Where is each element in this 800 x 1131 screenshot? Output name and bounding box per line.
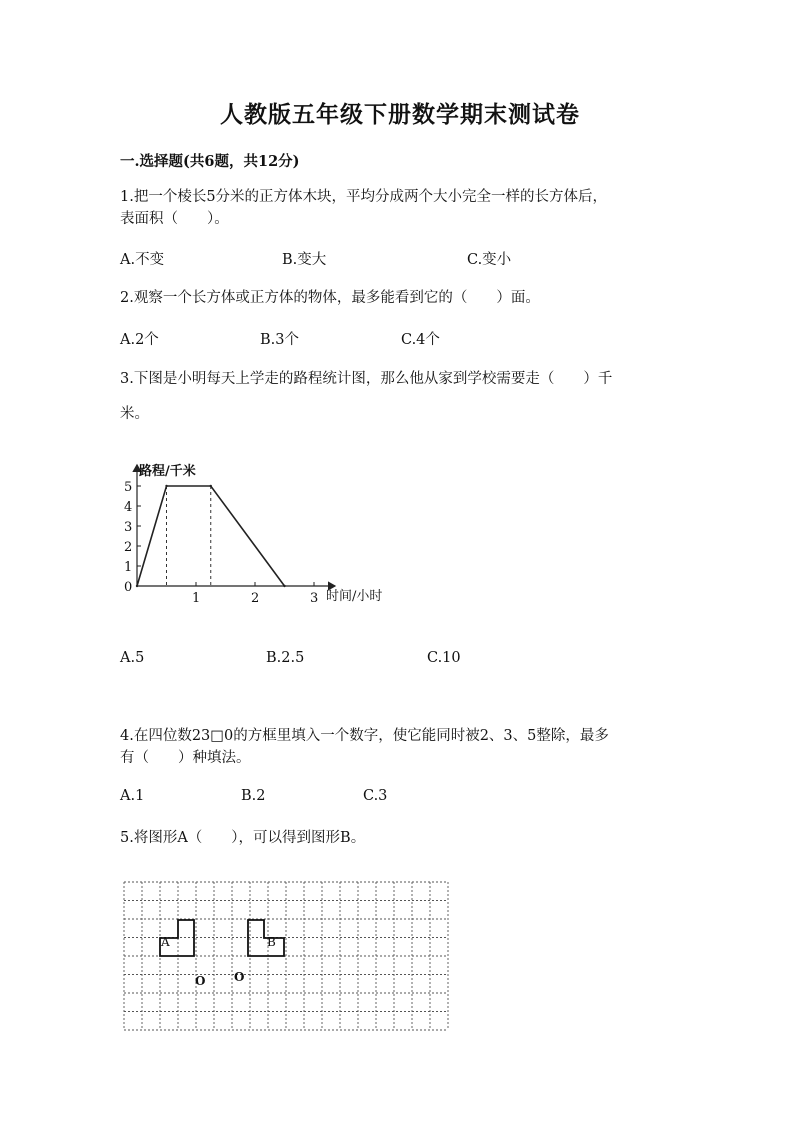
section-heading: 一.选择题(共6题，共12分) [120,153,300,170]
question-1-line-2: 表面积（ ）。 [120,211,229,227]
question-4-option-a: A.1 [120,788,145,804]
shape-b-label: B [267,935,276,949]
x-tick-label: 1 [192,591,201,606]
x-tick-label: 3 [310,591,319,606]
y-tick-label: 1 [124,560,133,575]
question-1-option-a: A.不变 [120,252,165,268]
y-tick-label: 5 [124,480,133,495]
question-1-option-c: C.变小 [467,252,512,268]
question-3-option-c: C.10 [427,650,461,666]
question-2-option-c: C.4个 [401,332,440,348]
grid-transform-figure [118,876,450,1032]
point-o-label-1: O [195,974,206,988]
question-3-line-2: 米。 [120,406,149,422]
question-2-option-a: A.2个 [120,332,159,348]
page-title: 人教版五年级下册数学期末测试卷 [220,101,580,128]
distance-time-chart [115,455,415,615]
question-5-line-1: 5.将图形A（ ），可以得到图形B。 [120,830,366,846]
question-3-option-b: B.2.5 [266,650,305,666]
data-point [283,585,285,587]
point-o-label-2: O [234,970,245,984]
y-tick-label: 4 [124,500,133,515]
question-1-option-b: B.变大 [282,252,327,268]
question-4-line-2: 有（ ）种填法。 [120,750,251,766]
x-axis-label: 时间/小时 [326,589,383,604]
y-tick-label: 0 [124,580,133,595]
data-point [136,585,138,587]
shape-b [248,920,284,956]
question-3-option-a: A.5 [120,650,145,666]
x-tick-label: 2 [251,591,260,606]
question-2-option-b: B.3个 [260,332,299,348]
data-point [210,485,212,487]
question-4-option-b: B.2 [241,788,266,804]
y-tick-label: 2 [124,540,133,555]
question-3-line-1: 3.下图是小明每天上学走的路程统计图，那么他从家到学校需要走（ ）千 [120,371,613,387]
y-axis-label: 路程/千米 [139,464,196,479]
y-tick-label: 3 [124,520,133,535]
data-point [165,485,167,487]
question-1-line-1: 1.把一个棱长5分米的正方体木块，平均分成两个大小完全一样的长方体后， [120,189,608,205]
shape-a-label: A [161,935,170,949]
question-2-line-1: 2.观察一个长方体或正方体的物体，最多能看到它的（ ）面。 [120,290,540,306]
question-4-line-1: 4.在四位数23□0的方框里填入一个数字，使它能同时被2、3、5整除，最多 [120,728,609,744]
question-4-option-c: C.3 [363,788,388,804]
